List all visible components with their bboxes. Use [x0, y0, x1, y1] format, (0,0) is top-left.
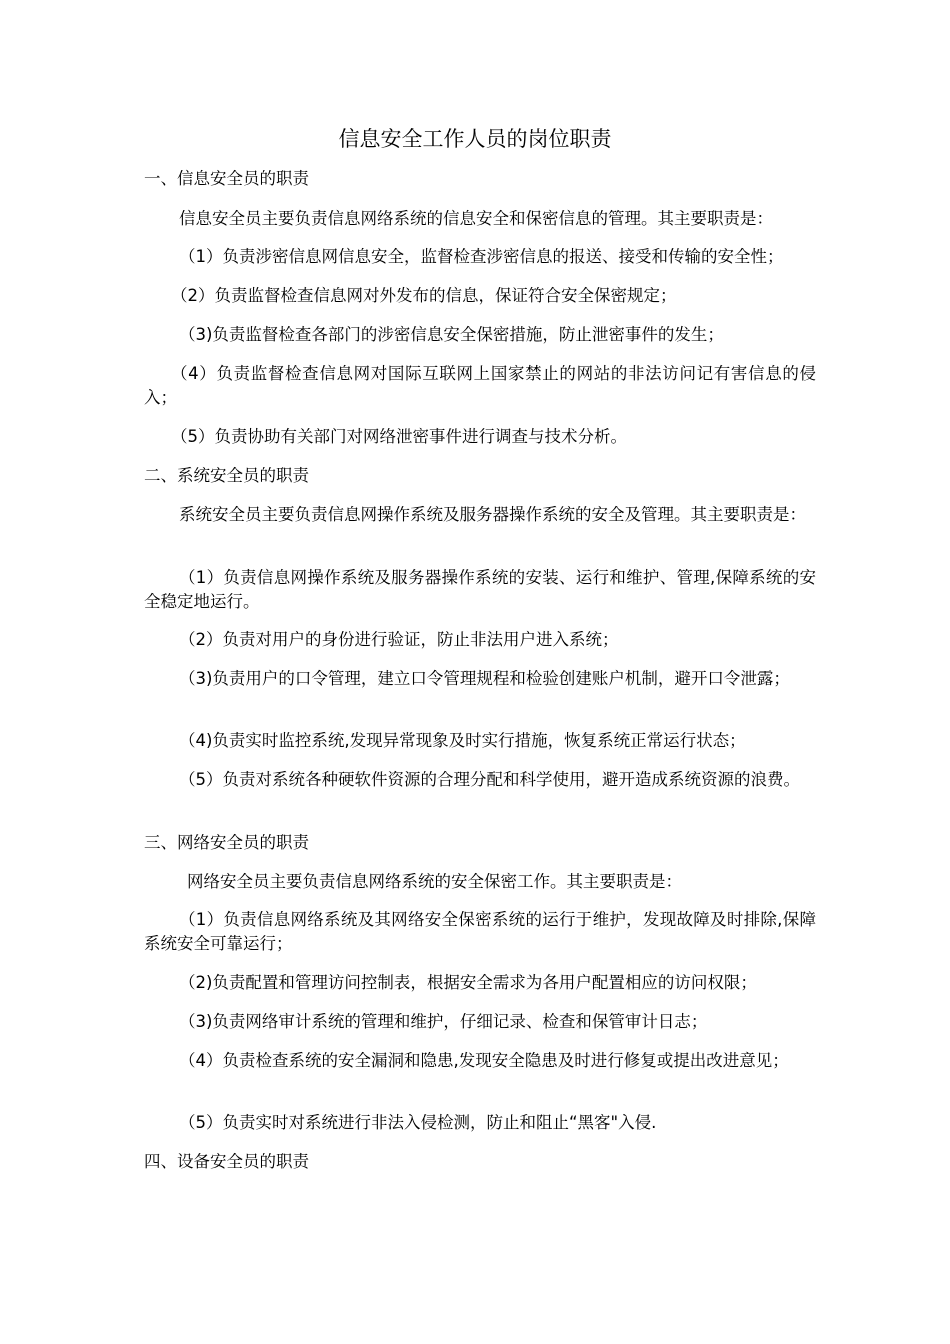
list-item: （1）负责信息网操作系统及服务器操作系统的安装、运行和维护、管理,保障系统的安全稳定地运行。 — [144, 568, 816, 611]
list-item: （4）负责监督检查信息网对国际互联网上国家禁止的网站的非法访问记有害信息的侵入； — [144, 364, 816, 407]
list-item: （2）负责监督检查信息网对外发布的信息，保证符合安全保密规定； — [171, 286, 677, 305]
list-item: （4）负责检查系统的安全漏洞和隐患,发现安全隐患及时进行修复或提出改进意见； — [179, 1051, 789, 1070]
document-title: 信息安全工作人员的岗位职责 — [338, 127, 612, 151]
section-intro: 系统安全员主要负责信息网操作系统及服务器操作系统的安全及管理。其主要职责是： — [179, 505, 806, 524]
list-item: （5）负责协助有关部门对网络泄密事件进行调查与技术分析。 — [171, 427, 627, 446]
section-heading: 一、信息安全员的职责 — [144, 169, 309, 188]
section-heading: 三、网络安全员的职责 — [144, 833, 309, 852]
list-item: （1）负责信息网络系统及其网络安全保密系统的运行于维护，发现故障及时排除,保障系统安全可靠运行； — [144, 910, 816, 953]
list-item: （5）负责对系统各种硬软件资源的合理分配和科学使用，避开造成系统资源的浪费。 — [179, 770, 800, 789]
section-heading: 四、设备安全员的职责 — [144, 1152, 309, 1171]
list-item: （3)负责网络审计系统的管理和维护，仔细记录、检查和保管审计日志； — [179, 1012, 708, 1031]
list-item: （4)负责实时监控系统,发现异常现象及时实行措施，恢复系统正常运行状态； — [179, 731, 746, 750]
list-item: （2)负责配置和管理访问控制表，根据安全需求为各用户配置相应的访问权限； — [179, 973, 757, 992]
section-heading: 二、系统安全员的职责 — [144, 466, 309, 485]
section-intro: 网络安全员主要负责信息网络系统的安全保密工作。其主要职责是： — [187, 872, 682, 891]
list-item: （5）负责实时对系统进行非法入侵检测，防止和阻止“黑客"入侵. — [179, 1113, 657, 1132]
list-item: （3)负责监督检查各部门的涉密信息安全保密措施，防止泄密事件的发生； — [179, 325, 724, 344]
list-item: （3)负责用户的口令管理，建立口令管理规程和检验创建账户机制，避开口令泄露； — [179, 669, 790, 688]
section-intro: 信息安全员主要负责信息网络系统的信息安全和保密信息的管理。其主要职责是： — [179, 209, 773, 228]
list-item: （1）负责涉密信息网信息安全，监督检查涉密信息的报送、接受和传输的安全性； — [179, 247, 784, 266]
list-item: （2）负责对用户的身份进行验证，防止非法用户进入系统； — [179, 630, 619, 649]
